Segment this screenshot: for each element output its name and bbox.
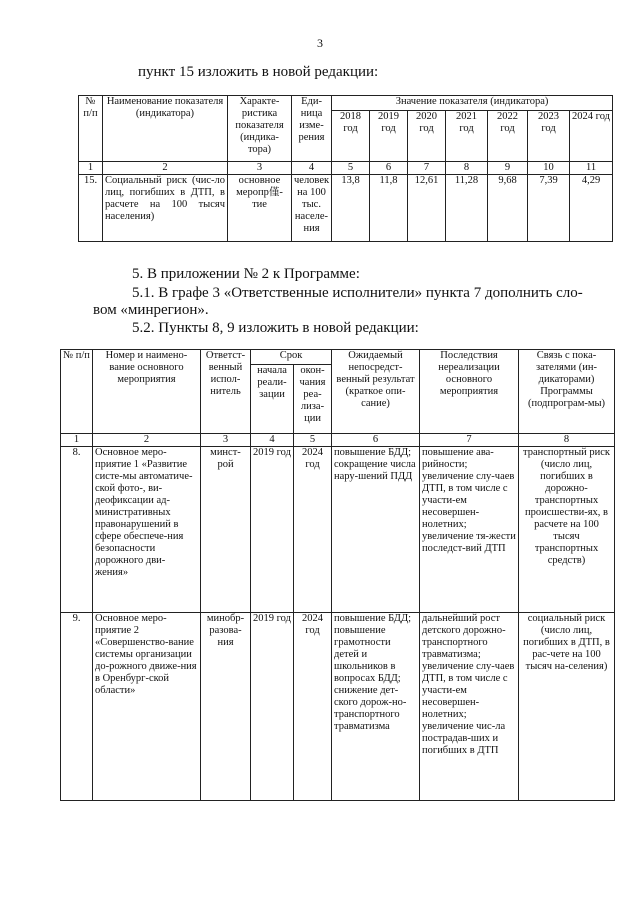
section-5-2-paragraph: 5.2. Пункты 8, 9 изложить в новой редакции: [132, 320, 419, 336]
measure-name: Основное меро-приятие 2 «Совершенство-вание системы организации до-рожного движе-ния в Оренбург-ской области» [93, 613, 201, 801]
table-row [61, 613, 615, 801]
row-num: 9. [61, 613, 93, 801]
column-number: 4 [292, 162, 332, 175]
measure-consequences: дальнейший рост детского дорожно-транспортного травматизма; увеличение слу-чаев ДТП, в том числе с участи-ем несовершен-нолетних; увеличение чис-ла пострадав-ших и погибших в ДТП [420, 613, 519, 801]
header-year: 2020 год [408, 111, 446, 162]
measure-responsible: минст-рой [201, 447, 251, 613]
measure-name: Основное меро-приятие 1 «Развитие систе-мы автоматиче-ской фото-, ви-деофиксации ад-министративных правонарушений в сфере обеспече-ния безопасности дорожного дви-жения» [93, 447, 201, 613]
indicator-value: 11,28 [446, 175, 488, 242]
header-year: 2018 год [332, 111, 370, 162]
column-number: 4 [251, 434, 294, 447]
measure-start: 2019 год [251, 613, 294, 801]
header-year: 2024 год [570, 111, 613, 162]
header-num: № п/п [79, 96, 103, 162]
header-num: № п/п [61, 350, 93, 434]
column-number: 2 [93, 434, 201, 447]
header-characteristic: Характе-ристика показателя (индика-тора) [228, 96, 292, 162]
measure-consequences: повышение ава-рийности; увеличение слу-чаев ДТП, в том числе с участи-ем несовершен-нолетних; увеличение тя-жести последст-вий ДТП [420, 447, 519, 613]
row-num: 8. [61, 447, 93, 613]
indicator-unit: человек на 100 тыс. населе-ния [292, 175, 332, 242]
header-unit: Еди-ница изме-рения [292, 96, 332, 162]
column-number: 5 [332, 162, 370, 175]
indicator-name: Социальный риск (чис-ло лиц, погибших в ДТП, в расчете на 100 тысяч населения) [103, 175, 228, 242]
header-year: 2023 год [528, 111, 570, 162]
measure-start: 2019 год [251, 447, 294, 613]
header-indicator-value: Значение показателя (индикатора) [332, 96, 613, 111]
indicator-value: 11,8 [370, 175, 408, 242]
header-expected-result: Ожидаемый непосредст-венный результат (краткое опи-сание) [332, 350, 420, 434]
section-5-1-paragraph: 5.1. В графе 3 «Ответственные исполнители» пункта 7 дополнить сло- [132, 285, 583, 301]
header-consequences: Последствия нереализации основного мероприятия [420, 350, 519, 434]
column-number: 5 [294, 434, 332, 447]
header-year: 2022 год [488, 111, 528, 162]
column-number: 6 [370, 162, 408, 175]
indicator-value: 13,8 [332, 175, 370, 242]
column-number: 9 [488, 162, 528, 175]
measure-end: 2024 год [294, 447, 332, 613]
measure-indicator-link: социальный риск (число лиц, погибших в ДТП, в рас-чете на 100 тысяч на-селения) [519, 613, 615, 801]
indicator-characteristic: основное меропр僅-тие [228, 175, 292, 242]
header-term: Срок [251, 350, 332, 365]
column-number: 7 [420, 434, 519, 447]
measure-indicator-link: транспортный риск (число лиц, погибших в дорожно-транспортных происшестви-ях, в расчете на 100 тысяч транспортных средств) [519, 447, 615, 613]
column-number: 1 [79, 162, 103, 175]
indicator-value: 12,61 [408, 175, 446, 242]
measure-expected-result: повышение БДД; повышение грамотности детей и школьников в вопросах БДД; снижение дет-ского дорож-но-транспортного травматизма [332, 613, 420, 801]
page-number: 3 [317, 36, 323, 50]
indicator-value: 7,39 [528, 175, 570, 242]
column-number: 7 [408, 162, 446, 175]
column-number: 8 [446, 162, 488, 175]
column-number: 3 [228, 162, 292, 175]
header-responsible: Ответст-венный испол-нитель [201, 350, 251, 434]
intro-paragraph: пункт 15 изложить в новой редакции: [138, 64, 379, 80]
row-num: 15. [79, 175, 103, 242]
indicator-value: 9,68 [488, 175, 528, 242]
header-measure-name: Номер и наимено-вание основного мероприятия [93, 350, 201, 434]
column-number: 3 [201, 434, 251, 447]
header-indicator-link: Связь с пока-зателями (ин-дикаторами) Программы (подпрограм-мы) [519, 350, 615, 434]
header-start: начала реали-зации [251, 365, 294, 434]
indicator-value: 4,29 [570, 175, 613, 242]
column-number: 1 [61, 434, 93, 447]
header-indicator-name: Наименование показателя (индикатора) [103, 96, 228, 162]
measures-table [60, 349, 615, 801]
column-number: 6 [332, 434, 420, 447]
measure-responsible: минобр-разова-ния [201, 613, 251, 801]
table-row [79, 175, 613, 242]
header-year: 2019 год [370, 111, 408, 162]
column-number: 10 [528, 162, 570, 175]
measure-expected-result: повышение БДД; сокращение числа нару-шений ПДД [332, 447, 420, 613]
indicator-table [78, 95, 613, 242]
column-number: 11 [570, 162, 613, 175]
section-5-paragraph: 5. В приложении № 2 к Программе: [132, 266, 360, 282]
measure-end: 2024 год [294, 613, 332, 801]
table-row [61, 447, 615, 613]
column-number: 8 [519, 434, 615, 447]
column-number: 2 [103, 162, 228, 175]
header-end: окон-чания реа-лиза-ции [294, 365, 332, 434]
section-5-1-continuation: вом «минрегион». [93, 302, 209, 318]
header-year: 2021 год [446, 111, 488, 162]
